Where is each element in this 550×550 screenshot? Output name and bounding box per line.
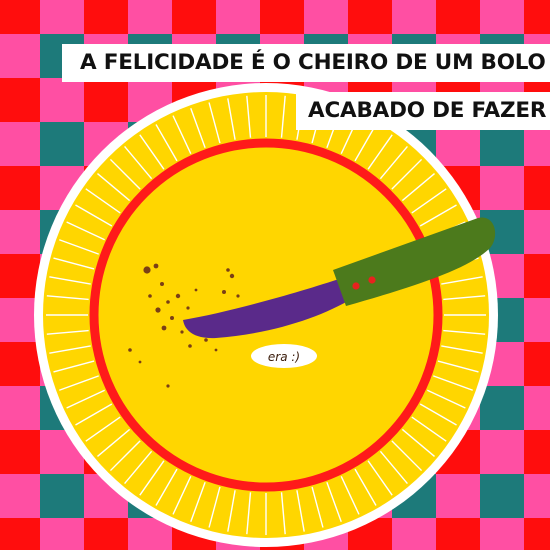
cake-crumb: [226, 268, 230, 272]
signature-text: era :): [267, 350, 301, 364]
cake-crumb: [230, 274, 234, 278]
cake-crumb: [162, 326, 167, 331]
cake-crumb: [186, 306, 189, 309]
cake-crumb: [170, 316, 174, 320]
headline-line-1: A FELICIDADE É O CHEIRO DE UM BOLO: [62, 44, 550, 82]
cake-crumb: [139, 361, 142, 364]
headline-line-2: ACABADO DE FAZER: [296, 92, 550, 130]
cake-crumb: [154, 264, 159, 269]
cake-crumb: [204, 338, 208, 342]
cake-crumb: [160, 282, 164, 286]
cake-crumb: [166, 384, 169, 387]
signature-label: [251, 344, 317, 368]
cake-crumb: [166, 300, 170, 304]
knife-rivet: [368, 276, 375, 283]
cake-crumb: [195, 289, 198, 292]
cake-crumb: [188, 344, 192, 348]
cake-crumb: [148, 294, 152, 298]
knife-rivet: [352, 282, 359, 289]
cake-crumb: [180, 330, 183, 333]
cake-crumb: [143, 266, 150, 273]
cake-crumb: [176, 294, 180, 298]
cake-crumb: [128, 348, 132, 352]
cake-crumb: [155, 307, 160, 312]
cake-crumb: [236, 294, 239, 297]
cake-crumb: [215, 349, 218, 352]
cake-crumb: [222, 290, 226, 294]
